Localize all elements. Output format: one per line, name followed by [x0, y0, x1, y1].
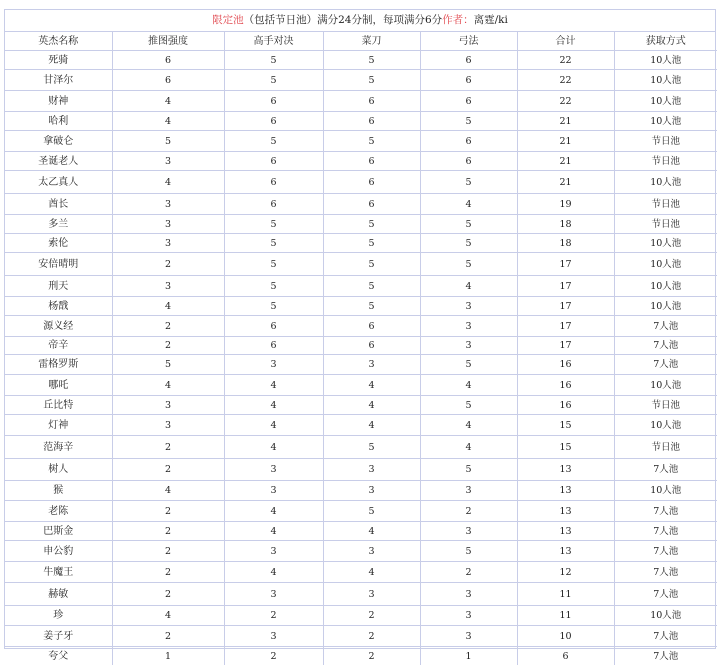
expert-duel-cell: 4: [224, 436, 323, 459]
archery-cell: 5: [420, 112, 517, 131]
acquisition-method-cell: 7人池: [614, 647, 717, 665]
melee-cell: 5: [323, 276, 420, 297]
archery-cell: 6: [420, 131, 517, 152]
archery-cell: 3: [420, 606, 517, 626]
acquisition-method-cell: 7人池: [614, 501, 717, 522]
melee-cell: 2: [323, 606, 420, 626]
hero-name-cell: 哈利: [5, 112, 112, 131]
total-cell: 21: [517, 112, 614, 131]
total-cell: 13: [517, 501, 614, 522]
push-strength-cell: 2: [112, 541, 224, 562]
acquisition-method-cell: 节日池: [614, 131, 717, 152]
acquisition-method-cell: 10人池: [614, 70, 717, 91]
hero-name-cell: 姜子牙: [5, 626, 112, 647]
table-row: [5, 316, 717, 337]
push-strength-cell: 4: [112, 297, 224, 316]
table-row: [5, 355, 717, 375]
archery-cell: 5: [420, 355, 517, 375]
push-strength-cell: 2: [112, 253, 224, 276]
hero-name-cell: 源义经: [5, 316, 112, 337]
hero-name-cell: 老陈: [5, 501, 112, 522]
push-strength-cell: 6: [112, 51, 224, 70]
table-row: [5, 501, 717, 522]
push-strength-cell: 3: [112, 396, 224, 415]
expert-duel-cell: 6: [224, 112, 323, 131]
table-header-row: [5, 32, 717, 51]
archery-cell: 4: [420, 375, 517, 396]
expert-duel-cell: 3: [224, 459, 323, 481]
table-row: [5, 436, 717, 459]
table-row: [5, 297, 717, 316]
table-row: [5, 396, 717, 415]
expert-duel-cell: 4: [224, 415, 323, 436]
archery-cell: 4: [420, 194, 517, 215]
melee-cell: 3: [323, 541, 420, 562]
hero-name-cell: 死骑: [5, 51, 112, 70]
expert-duel-cell: 2: [224, 606, 323, 626]
table-row: [5, 131, 717, 152]
title-description: （包括节日池）满分24分制，每项满分6分: [244, 14, 443, 26]
total-cell: 12: [517, 562, 614, 583]
expert-duel-cell: 2: [224, 647, 323, 665]
table-row: [5, 234, 717, 253]
archery-cell: 5: [420, 171, 517, 194]
total-cell: 16: [517, 396, 614, 415]
title-author-label: 作者：: [442, 14, 474, 26]
total-cell: 21: [517, 131, 614, 152]
archery-cell: 5: [420, 234, 517, 253]
table-body: [5, 51, 717, 665]
acquisition-method-cell: 节日池: [614, 194, 717, 215]
melee-cell: 6: [323, 171, 420, 194]
total-cell: 15: [517, 415, 614, 436]
expert-duel-cell: 5: [224, 131, 323, 152]
total-cell: 17: [517, 276, 614, 297]
melee-cell: 3: [323, 583, 420, 606]
acquisition-method-cell: 10人池: [614, 51, 717, 70]
hero-name-cell: 帝辛: [5, 337, 112, 355]
total-cell: 10: [517, 626, 614, 647]
total-cell: 21: [517, 171, 614, 194]
hero-name-cell: 灯神: [5, 415, 112, 436]
melee-cell: 4: [323, 415, 420, 436]
table-row: [5, 215, 717, 234]
hero-name-cell: 珍: [5, 606, 112, 626]
archery-cell: 3: [420, 481, 517, 501]
hero-name-cell: 索伦: [5, 234, 112, 253]
acquisition-method-cell: 10人池: [614, 276, 717, 297]
hero-name-cell: 安倍晴明: [5, 253, 112, 276]
acquisition-method-cell: 10人池: [614, 375, 717, 396]
melee-cell: 6: [323, 91, 420, 112]
push-strength-cell: 2: [112, 436, 224, 459]
push-strength-cell: 2: [112, 337, 224, 355]
hero-name-cell: 圣诞老人: [5, 152, 112, 171]
acquisition-method-cell: 7人池: [614, 626, 717, 647]
total-cell: 17: [517, 337, 614, 355]
push-strength-cell: 3: [112, 152, 224, 171]
archery-cell: 6: [420, 51, 517, 70]
expert-duel-cell: 6: [224, 91, 323, 112]
push-strength-cell: 3: [112, 276, 224, 297]
total-cell: 17: [517, 253, 614, 276]
total-cell: 16: [517, 355, 614, 375]
hero-name-cell: 范海辛: [5, 436, 112, 459]
archery-cell: 3: [420, 583, 517, 606]
archery-cell: 3: [420, 626, 517, 647]
expert-duel-cell: 5: [224, 253, 323, 276]
melee-cell: 5: [323, 70, 420, 91]
acquisition-method-cell: 10人池: [614, 297, 717, 316]
total-cell: 18: [517, 215, 614, 234]
push-strength-cell: 4: [112, 606, 224, 626]
archery-cell: 4: [420, 436, 517, 459]
push-strength-cell: 2: [112, 583, 224, 606]
table-row: [5, 583, 717, 606]
archery-cell: 6: [420, 70, 517, 91]
push-strength-cell: 3: [112, 234, 224, 253]
acquisition-method-cell: 10人池: [614, 415, 717, 436]
total-cell: 22: [517, 51, 614, 70]
archery-cell: 4: [420, 415, 517, 436]
archery-cell: 1: [420, 647, 517, 665]
melee-cell: 5: [323, 234, 420, 253]
table-row: [5, 70, 717, 91]
expert-duel-cell: 3: [224, 626, 323, 647]
archery-cell: 6: [420, 152, 517, 171]
archery-cell: 3: [420, 297, 517, 316]
expert-duel-cell: 4: [224, 375, 323, 396]
col-header-total: 合计: [517, 32, 614, 51]
melee-cell: 5: [323, 253, 420, 276]
melee-cell: 6: [323, 316, 420, 337]
acquisition-method-cell: 10人池: [614, 91, 717, 112]
expert-duel-cell: 5: [224, 234, 323, 253]
melee-cell: 5: [323, 51, 420, 70]
melee-cell: 3: [323, 355, 420, 375]
table-row: [5, 481, 717, 501]
push-strength-cell: 4: [112, 112, 224, 131]
acquisition-method-cell: 节日池: [614, 396, 717, 415]
table-row: [5, 626, 717, 647]
sheet-title: [5, 10, 715, 32]
melee-cell: 3: [323, 459, 420, 481]
archery-cell: 5: [420, 396, 517, 415]
table-row: [5, 562, 717, 583]
melee-cell: 6: [323, 112, 420, 131]
push-strength-cell: 2: [112, 459, 224, 481]
push-strength-cell: 4: [112, 375, 224, 396]
melee-cell: 3: [323, 481, 420, 501]
total-cell: 22: [517, 91, 614, 112]
push-strength-cell: 5: [112, 131, 224, 152]
total-cell: 6: [517, 647, 614, 665]
acquisition-method-cell: 节日池: [614, 436, 717, 459]
table-row: [5, 375, 717, 396]
push-strength-cell: 6: [112, 70, 224, 91]
hero-name-cell: 拿破仑: [5, 131, 112, 152]
acquisition-method-cell: 节日池: [614, 152, 717, 171]
acquisition-method-cell: 10人池: [614, 606, 717, 626]
hero-score-table: [5, 32, 717, 665]
ranking-sheet: [4, 9, 716, 649]
acquisition-method-cell: 节日池: [614, 215, 717, 234]
push-strength-cell: 1: [112, 647, 224, 665]
acquisition-method-cell: 7人池: [614, 337, 717, 355]
expert-duel-cell: 5: [224, 276, 323, 297]
acquisition-method-cell: 7人池: [614, 355, 717, 375]
total-cell: 13: [517, 522, 614, 541]
col-header-melee: 菜刀: [323, 32, 420, 51]
col-header-acquisition: 获取方式: [614, 32, 717, 51]
expert-duel-cell: 3: [224, 355, 323, 375]
table-row: [5, 253, 717, 276]
total-cell: 19: [517, 194, 614, 215]
melee-cell: 4: [323, 396, 420, 415]
table-row: [5, 171, 717, 194]
archery-cell: 5: [420, 215, 517, 234]
table-row: [5, 522, 717, 541]
melee-cell: 5: [323, 215, 420, 234]
hero-name-cell: 财神: [5, 91, 112, 112]
table-row: [5, 276, 717, 297]
total-cell: 22: [517, 70, 614, 91]
table-row: [5, 459, 717, 481]
melee-cell: 6: [323, 152, 420, 171]
total-cell: 11: [517, 583, 614, 606]
table-row: [5, 337, 717, 355]
melee-cell: 4: [323, 562, 420, 583]
hero-name-cell: 雷格罗斯: [5, 355, 112, 375]
hero-name-cell: 树人: [5, 459, 112, 481]
melee-cell: 4: [323, 375, 420, 396]
hero-name-cell: 赫敏: [5, 583, 112, 606]
archery-cell: 3: [420, 316, 517, 337]
hero-name-cell: 夸父: [5, 647, 112, 665]
table-row: [5, 647, 717, 665]
push-strength-cell: 4: [112, 171, 224, 194]
archery-cell: 5: [420, 459, 517, 481]
acquisition-method-cell: 7人池: [614, 316, 717, 337]
archery-cell: 6: [420, 91, 517, 112]
table-row: [5, 606, 717, 626]
total-cell: 11: [517, 606, 614, 626]
total-cell: 21: [517, 152, 614, 171]
melee-cell: 5: [323, 131, 420, 152]
expert-duel-cell: 6: [224, 152, 323, 171]
table-row: [5, 541, 717, 562]
table-row: [5, 91, 717, 112]
col-header-hero-name: 英杰名称: [5, 32, 112, 51]
acquisition-method-cell: 10人池: [614, 171, 717, 194]
melee-cell: 6: [323, 194, 420, 215]
acquisition-method-cell: 10人池: [614, 234, 717, 253]
expert-duel-cell: 4: [224, 396, 323, 415]
acquisition-method-cell: 10人池: [614, 481, 717, 501]
expert-duel-cell: 5: [224, 215, 323, 234]
acquisition-method-cell: 7人池: [614, 562, 717, 583]
hero-name-cell: 丘比特: [5, 396, 112, 415]
hero-name-cell: 杨戬: [5, 297, 112, 316]
hero-name-cell: 申公豹: [5, 541, 112, 562]
total-cell: 15: [517, 436, 614, 459]
archery-cell: 5: [420, 541, 517, 562]
melee-cell: 6: [323, 337, 420, 355]
hero-name-cell: 太乙真人: [5, 171, 112, 194]
title-pool-label: 限定池: [212, 14, 244, 26]
push-strength-cell: 4: [112, 91, 224, 112]
acquisition-method-cell: 7人池: [614, 522, 717, 541]
melee-cell: 2: [323, 647, 420, 665]
hero-name-cell: 酋长: [5, 194, 112, 215]
hero-name-cell: 多兰: [5, 215, 112, 234]
total-cell: 16: [517, 375, 614, 396]
acquisition-method-cell: 10人池: [614, 112, 717, 131]
hero-name-cell: 刑天: [5, 276, 112, 297]
acquisition-method-cell: 7人池: [614, 583, 717, 606]
expert-duel-cell: 6: [224, 337, 323, 355]
acquisition-method-cell: 10人池: [614, 253, 717, 276]
expert-duel-cell: 3: [224, 583, 323, 606]
total-cell: 18: [517, 234, 614, 253]
melee-cell: 5: [323, 501, 420, 522]
col-header-push-strength: 推图强度: [112, 32, 224, 51]
melee-cell: 5: [323, 297, 420, 316]
push-strength-cell: 4: [112, 481, 224, 501]
col-header-archery: 弓法: [420, 32, 517, 51]
table-row: [5, 194, 717, 215]
expert-duel-cell: 6: [224, 194, 323, 215]
push-strength-cell: 2: [112, 562, 224, 583]
expert-duel-cell: 3: [224, 481, 323, 501]
push-strength-cell: 2: [112, 626, 224, 647]
hero-name-cell: 猴: [5, 481, 112, 501]
archery-cell: 3: [420, 337, 517, 355]
archery-cell: 2: [420, 562, 517, 583]
archery-cell: 2: [420, 501, 517, 522]
total-cell: 17: [517, 316, 614, 337]
archery-cell: 4: [420, 276, 517, 297]
expert-duel-cell: 3: [224, 541, 323, 562]
expert-duel-cell: 4: [224, 501, 323, 522]
title-author-name: 离霆/ki: [474, 14, 508, 26]
push-strength-cell: 3: [112, 415, 224, 436]
expert-duel-cell: 6: [224, 316, 323, 337]
melee-cell: 5: [323, 436, 420, 459]
expert-duel-cell: 5: [224, 297, 323, 316]
push-strength-cell: 3: [112, 215, 224, 234]
expert-duel-cell: 5: [224, 70, 323, 91]
table-row: [5, 51, 717, 70]
push-strength-cell: 3: [112, 194, 224, 215]
push-strength-cell: 2: [112, 316, 224, 337]
hero-name-cell: 牛魔王: [5, 562, 112, 583]
hero-name-cell: 甘泽尔: [5, 70, 112, 91]
expert-duel-cell: 6: [224, 171, 323, 194]
table-row: [5, 152, 717, 171]
table-row: [5, 415, 717, 436]
hero-name-cell: 哪吒: [5, 375, 112, 396]
archery-cell: 5: [420, 253, 517, 276]
total-cell: 13: [517, 459, 614, 481]
archery-cell: 3: [420, 522, 517, 541]
push-strength-cell: 2: [112, 522, 224, 541]
total-cell: 17: [517, 297, 614, 316]
hero-name-cell: 巴斯金: [5, 522, 112, 541]
total-cell: 13: [517, 541, 614, 562]
melee-cell: 2: [323, 626, 420, 647]
table-row: [5, 112, 717, 131]
expert-duel-cell: 5: [224, 51, 323, 70]
expert-duel-cell: 4: [224, 562, 323, 583]
push-strength-cell: 2: [112, 501, 224, 522]
acquisition-method-cell: 7人池: [614, 541, 717, 562]
total-cell: 13: [517, 481, 614, 501]
acquisition-method-cell: 7人池: [614, 459, 717, 481]
col-header-expert-duel: 高手对决: [224, 32, 323, 51]
expert-duel-cell: 4: [224, 522, 323, 541]
melee-cell: 4: [323, 522, 420, 541]
push-strength-cell: 5: [112, 355, 224, 375]
